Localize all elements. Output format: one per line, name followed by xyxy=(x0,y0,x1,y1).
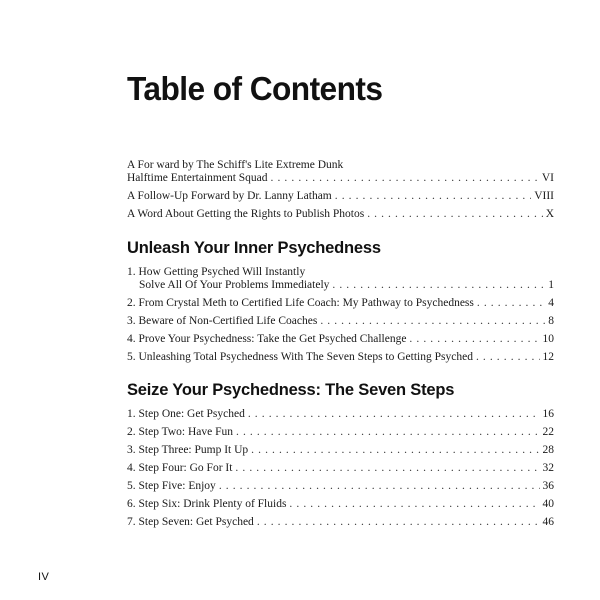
toc-entry-text: Solve All Of Your Problems Immediately xyxy=(139,279,330,291)
toc-entry-text: 2. Step Two: Have Fun xyxy=(127,426,233,438)
toc-page-number: 28 xyxy=(542,444,554,456)
toc-entry-text: 3. Beware of Non-Certified Life Coaches xyxy=(127,315,318,327)
toc-entry-text: 4. Step Four: Go For It xyxy=(127,462,233,474)
toc-entry-text: 2. From Crystal Meth to Certified Life Coach: My Pathway to Psychedness xyxy=(127,297,474,309)
toc-entry-step-5[interactable] xyxy=(127,480,554,493)
section-heading: Unleash Your Inner Psychedness xyxy=(127,239,381,257)
toc-page-number: 22 xyxy=(542,426,554,438)
dot-leader xyxy=(476,351,540,364)
dot-leader xyxy=(320,315,545,328)
toc-entry-step-1[interactable] xyxy=(127,408,554,421)
toc-entry-step-3[interactable] xyxy=(127,444,554,457)
toc-entry-step-4[interactable] xyxy=(127,462,554,475)
dot-leader xyxy=(477,297,545,310)
toc-page-number: 46 xyxy=(542,516,554,528)
toc-entry-step-2[interactable] xyxy=(127,426,554,439)
toc-entry-text: A Follow-Up Forward by Dr. Lanny Latham xyxy=(127,190,332,202)
dot-leader xyxy=(236,426,540,439)
dot-leader xyxy=(248,408,540,421)
section-heading: Seize Your Psychedness: The Seven Steps xyxy=(127,381,455,399)
front-matter-section xyxy=(127,159,554,226)
toc-entry-text-line1: 1. How Getting Psyched Will Instantly xyxy=(127,266,306,278)
toc-entry-text: 5. Unleashing Total Psychedness With The Seven Steps to Getting Psyched xyxy=(127,351,473,363)
dot-leader xyxy=(235,462,539,475)
toc-entry-text: 7. Step Seven: Get Psyched xyxy=(127,516,254,528)
dot-leader xyxy=(271,172,539,185)
dot-leader xyxy=(257,516,540,529)
toc-entry-text: 4. Prove Your Psychedness: Take the Get Psyched Challenge xyxy=(127,333,407,345)
toc-page-number: 12 xyxy=(542,351,554,363)
toc-entry-follow-up-forward[interactable] xyxy=(127,190,554,203)
toc-entry-word-about-rights[interactable] xyxy=(127,208,554,221)
dot-leader xyxy=(219,480,540,493)
section-unleash xyxy=(127,238,554,369)
toc-page-number: VIII xyxy=(534,190,554,202)
dot-leader xyxy=(251,444,539,457)
toc-entry-text: 3. Step Three: Pump It Up xyxy=(127,444,249,456)
page-title: Table of Contents xyxy=(127,70,383,107)
toc-page-number: 1 xyxy=(548,279,554,291)
toc-entry-1[interactable] xyxy=(127,266,554,292)
toc-page-number: X xyxy=(545,208,554,220)
toc-entry-text: 6. Step Six: Drink Plenty of Fluids xyxy=(127,498,287,510)
toc-entry-text: 1. Step One: Get Psyched xyxy=(127,408,245,420)
dot-leader xyxy=(332,279,545,292)
toc-page-number: 40 xyxy=(542,498,554,510)
toc-entry-text: Halftime Entertainment Squad xyxy=(127,172,268,184)
toc-page-number: 16 xyxy=(542,408,554,420)
toc-entry-5[interactable] xyxy=(127,351,554,364)
toc-page-number: 10 xyxy=(542,333,554,345)
dot-leader xyxy=(289,498,539,511)
toc-page-number: 32 xyxy=(542,462,554,474)
section-unleash-list xyxy=(127,266,554,364)
dot-leader xyxy=(367,208,542,221)
toc-page-number: 8 xyxy=(548,315,554,327)
toc-entry-text-line1: A For ward by The Schiff's Lite Extreme Dunk xyxy=(127,159,344,171)
front-matter-list xyxy=(127,159,554,221)
toc-page-number: 4 xyxy=(548,297,554,309)
toc-entry-3[interactable] xyxy=(127,315,554,328)
section-seize-list xyxy=(127,408,554,529)
toc-entry-step-6[interactable] xyxy=(127,498,554,511)
page-number: IV xyxy=(38,571,50,583)
toc-entry-4[interactable] xyxy=(127,333,554,346)
toc-entry-text: A Word About Getting the Rights to Publish Photos xyxy=(127,208,365,220)
toc-page-number: VI xyxy=(541,172,554,184)
toc-entry-step-7[interactable] xyxy=(127,516,554,529)
toc-page-number: 36 xyxy=(542,480,554,492)
dot-leader xyxy=(335,190,531,203)
dot-leader xyxy=(409,333,539,346)
toc-entry-2[interactable] xyxy=(127,297,554,310)
toc-entry-text: 5. Step Five: Enjoy xyxy=(127,480,216,492)
section-seize xyxy=(127,380,554,534)
toc-entry-foreword[interactable] xyxy=(127,159,554,185)
